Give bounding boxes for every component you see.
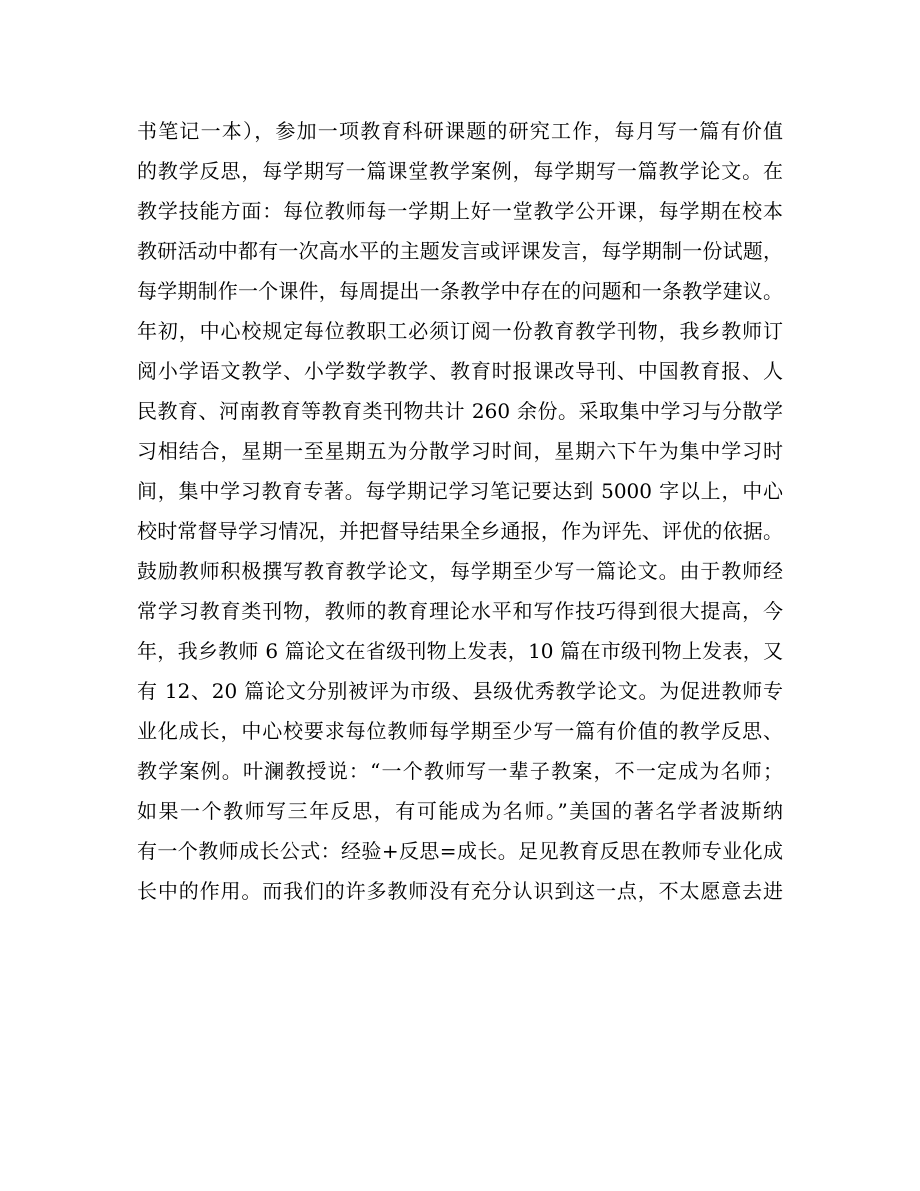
text-line: 年初，中心校规定每位教职工必须订阅一份教育教学刊物，我乡教师订: [137, 319, 783, 343]
text-line: 教研活动中都有一次高水平的主题发言或评课发言，每学期制一份试题，: [137, 239, 783, 263]
text-line: 有一个教师成长公式：经验+反思=成长。足见教育反思在教师专业化成: [137, 839, 783, 863]
text-line: 间，集中学习教育专著。每学期记学习笔记要达到 5000 字以上，中心: [137, 479, 783, 503]
text-line: 年，我乡教师 6 篇论文在省级刊物上发表，10 篇在市级刊物上发表，又: [137, 639, 783, 663]
text-line: 教学案例。叶澜教授说：“一个教师写一辈子教案，不一定成为名师；: [137, 759, 783, 783]
text-line: 长中的作用。而我们的许多教师没有充分认识到这一点，不太愿意去进: [137, 879, 783, 903]
text-line: 校时常督导学习情况，并把督导结果全乡通报，作为评先、评优的依据。: [137, 519, 783, 543]
text-line: 如果一个教师写三年反思，有可能成为名师。”美国的著名学者波斯纳: [137, 799, 783, 823]
text-line: 常学习教育类刊物，教师的教育理论水平和写作技巧得到很大提高，今: [137, 599, 783, 623]
text-line: 习相结合，星期一至星期五为分散学习时间，星期六下午为集中学习时: [137, 439, 783, 463]
text-line: 鼓励教师积极撰写教育教学论文，每学期至少写一篇论文。由于教师经: [137, 559, 783, 583]
text-line: 业化成长，中心校要求每位教师每学期至少写一篇有价值的教学反思、: [137, 719, 783, 743]
text-line: 书笔记一本），参加一项教育科研课题的研究工作，每月写一篇有价值: [137, 119, 783, 143]
body-text: [137, 111, 783, 911]
text-line: 有 12、20 篇论文分别被评为市级、县级优秀教学论文。为促进教师专: [137, 679, 783, 703]
text-line: 民教育、河南教育等教育类刊物共计 260 余份。采取集中学习与分散学: [137, 399, 783, 423]
text-line: 的教学反思，每学期写一篇课堂教学案例，每学期写一篇教学论文。在: [137, 159, 783, 183]
text-line: 教学技能方面：每位教师每一学期上好一堂教学公开课，每学期在校本: [137, 199, 783, 223]
text-line: 每学期制作一个课件，每周提出一条教学中存在的问题和一条教学建议。: [137, 279, 783, 303]
text-line: 阅小学语文教学、小学数学教学、教育时报课改导刊、中国教育报、人: [137, 359, 783, 383]
